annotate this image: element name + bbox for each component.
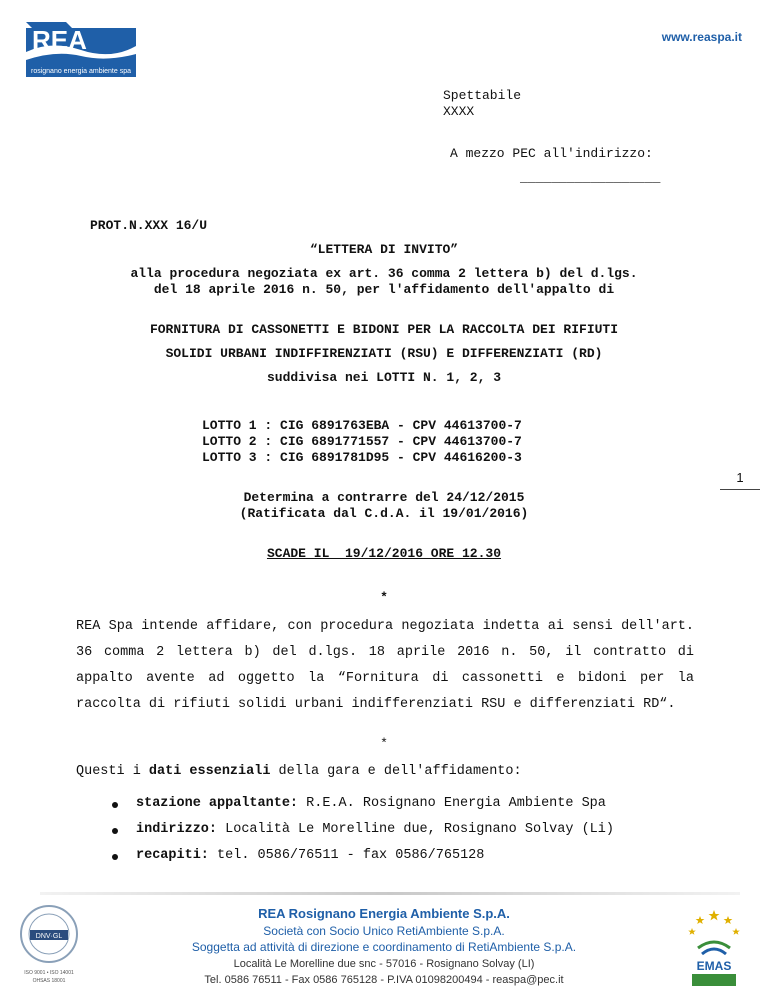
bullet-label: indirizzo: bbox=[136, 822, 218, 837]
pec-label: A mezzo PEC all'indirizzo: bbox=[450, 146, 653, 161]
bullet-value: tel. 0586/76511 - fax 0586/765128 bbox=[208, 848, 485, 863]
bullet-label: stazione appaltante: bbox=[136, 796, 299, 811]
dnv-label: DNV·GL bbox=[35, 933, 63, 940]
determina-line-2: (Ratificata dal C.d.A. il 19/01/2016) bbox=[239, 506, 529, 521]
dnv-iso: ISO 9001 • ISO 14001 bbox=[24, 970, 74, 976]
bullet-dot-2 bbox=[112, 828, 118, 834]
footer-line-2: Soggetta ad attività di direzione e coordinamento di RetiAmbiente S.p.A. bbox=[191, 940, 577, 954]
separator-1: * bbox=[380, 590, 388, 605]
subtitle-line-2: del 18 aprile 2016 n. 50, per l'affidamento dell'appalto di bbox=[153, 282, 615, 297]
logo-subtitle: rosignano energia ambiente spa bbox=[26, 66, 136, 77]
footer-divider bbox=[40, 892, 740, 895]
deadline: SCADE IL 19/12/2016 ORE 12.30 bbox=[266, 546, 502, 561]
protocol-number: PROT.N.XXX 16/U bbox=[90, 218, 208, 233]
document-title: “LETTERA DI INVITO” bbox=[309, 242, 459, 257]
bullet-value: R.E.A. Rosignano Energia Ambiente Spa bbox=[298, 796, 606, 811]
essentials-line bbox=[76, 764, 522, 780]
emas-label: EMAS bbox=[696, 959, 732, 973]
bullet-value: Località Le Morelline due, Rosignano Solvay (Li) bbox=[217, 822, 614, 837]
footer-line-4: Tel. 0586 76511 - Fax 0586 765128 - P.IVA 01098200494 - reaspa@pec.it bbox=[204, 974, 564, 986]
separator-2: * bbox=[380, 736, 388, 751]
bullet-recapiti bbox=[136, 848, 484, 863]
pec-blank: __________________ bbox=[520, 170, 661, 185]
essentials-suffix: della gara e dell'affidamento: bbox=[270, 764, 522, 779]
footer-company: REA Rosignano Energia Ambiente S.p.A. bbox=[258, 906, 510, 921]
footer-line-3: Località Le Morelline due snc - 57016 - Rosignano Solvay (LI) bbox=[233, 958, 535, 970]
bullet-stazione bbox=[136, 796, 606, 811]
essentials-prefix: Questi i bbox=[76, 764, 149, 779]
intro-paragraph: REA Spa intende affidare, con procedura negoziata indetta ai sensi dell'art. 36 comma 2 lettera b) del d.lgs. 18 aprile 2016 n. 50, il contratto di appalto avente ad oggetto la “Fornitura di cassonetti e bidoni per la raccolta di rifiuti solidi urbani indifferenziati RSU e differenziati RD“. bbox=[76, 619, 694, 712]
lot-1: LOTTO 1 : CIG 6891763EBA - CPV 44613700-7 bbox=[202, 418, 522, 433]
recipient-spettabile: Spettabile bbox=[443, 88, 522, 103]
object-line-3: suddivisa nei LOTTI N. 1, 2, 3 bbox=[266, 370, 502, 385]
website-link[interactable]: www.reaspa.it bbox=[661, 30, 742, 44]
footer-line-1: Società con Socio Unico RetiAmbiente S.p.A. bbox=[263, 924, 505, 938]
object-line-1: FORNITURA DI CASSONETTI E BIDONI PER LA RACCOLTA DEI RIFIUTI bbox=[149, 322, 619, 337]
bullet-indirizzo bbox=[136, 822, 614, 837]
subtitle-line-1: alla procedura negoziata ex art. 36 comma 2 lettera b) del d.lgs. bbox=[130, 266, 638, 281]
essentials-bold: dati essenziali bbox=[148, 764, 271, 779]
dnv-ohsas: OHSAS 18001 bbox=[32, 978, 66, 984]
emas-logo-icon bbox=[684, 908, 744, 990]
bullet-dot-1 bbox=[112, 802, 118, 808]
page-number: 1 bbox=[720, 470, 760, 490]
bullet-label: recapiti: bbox=[136, 848, 209, 863]
recipient-name: XXXX bbox=[443, 104, 475, 119]
lot-3: LOTTO 3 : CIG 6891781D95 - CPV 44616200-3 bbox=[202, 450, 522, 465]
logo-wordmark: REA bbox=[32, 25, 87, 55]
bullet-dot-3 bbox=[112, 854, 118, 860]
determina-line-1: Determina a contrarre del 24/12/2015 bbox=[243, 490, 525, 505]
object-line-2: SOLIDI URBANI INDIFFIRENZIATI (RSU) E DIFFERENZIATI (RD) bbox=[165, 346, 603, 361]
lot-2: LOTTO 2 : CIG 6891771557 - CPV 44613700-7 bbox=[202, 434, 522, 449]
